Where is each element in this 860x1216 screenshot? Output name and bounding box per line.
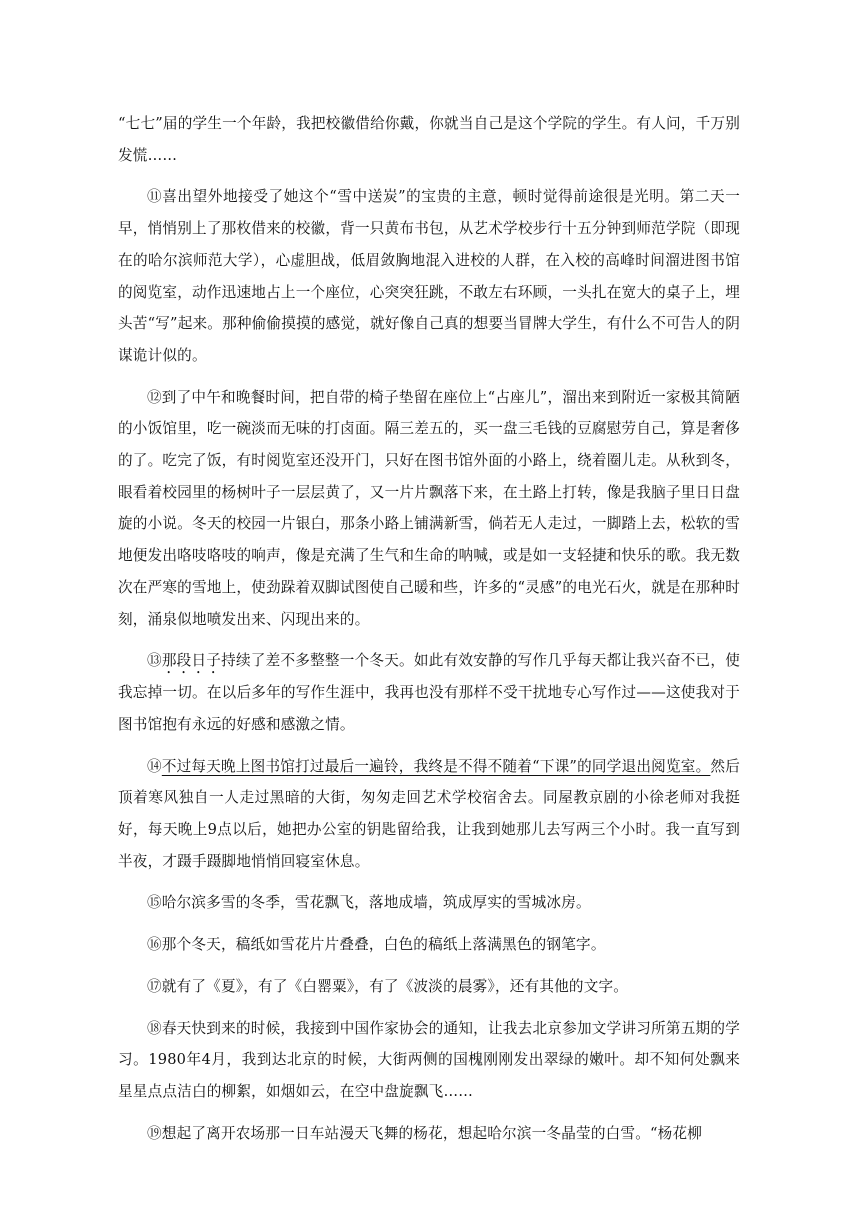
paragraph-15 — [118, 887, 740, 919]
paragraph-text: ⑱春天快到来的时候，我接到中国作家协会的通知，让我去北京参加文学讲习所第五期的学习。1980年4月，我到达北京的时候，大街两侧的国槐刚刚发出翠绿的嫩叶。却不知何处飘来星星点点洁白的柳絮，如烟如云，在空中盘旋飘飞…… — [118, 1019, 740, 1100]
paragraph-text: ⑪喜出望外地接受了她这个“雪中送炭”的宝贵的主意，顿时觉得前途很是光明。第二天一早，悄悄别上了那枚借来的校徽，背一只黄布书包，从艺术学校步行十五分钟到师范学院（即现在的哈尔滨师范大学），心虚胆战，低眉敛胸地混入进校的人群，在入校的高峰时间溜进图书馆的阅览室，动作迅速地占上一个座位，心突突狂跳，不敢左右环顾，一头扎在宽大的桌子上，埋头苦“写”起来。那种偷偷摸摸的感觉，就好像自己真的想要当冒牌大学生，有什么不可告人的阴谋诡计似的。 — [118, 188, 740, 364]
paragraph-17 — [118, 971, 740, 1003]
paragraph-19 — [118, 1118, 740, 1150]
paragraph-18 — [118, 1013, 740, 1108]
paragraph-14 — [118, 751, 740, 878]
paragraph-text: 持续了差不多整整一个冬天。如此有效安静的写作几乎每天都让我兴奋不已，使我忘掉一切。在以后多年的写作生涯中，我再也没有那样不受干扰地专心写作过——这使我对于图书馆抱有永远的好感和感激之情。 — [118, 652, 740, 733]
paragraph-text: ⑮哈尔滨多雪的冬季，雪花飘飞，落地成墙，筑成厚实的雪城冰房。 — [147, 894, 591, 912]
paragraph-number: ⑭ — [147, 757, 162, 775]
paragraph-number: ⑬ — [147, 652, 162, 670]
paragraph-text: ⑯那个冬天，稿纸如雪花片片叠叠，白色的稿纸上落满黑色的钢笔字。 — [147, 936, 606, 954]
emphasized-phrase: 那段日子 — [161, 652, 222, 670]
paragraph-text: ⑲想起了离开农场那一日车站漫天飞舞的杨花，想起哈尔滨一冬晶莹的白雪。“杨花柳 — [147, 1124, 703, 1142]
paragraph-text: “七七”届的学生一个年龄，我把校徽借给你戴，你就当自己是这个学院的学生。有人问，千万别发慌…… — [118, 115, 740, 164]
paragraph-16 — [118, 929, 740, 961]
paragraph-text: ⑰就有了《夏》，有了《白罂粟》，有了《波淡的晨雾》，还有其他的文字。 — [147, 977, 629, 995]
paragraph-text: ⑫到了中午和晚餐时间，把自带的椅子垫留在座位上“占座儿”，溜出来到附近一家极其简陋的小饭馆里，吃一碗淡而无味的打卤面。隔三差五的，买一盘三毛钱的豆腐慰劳自己，算是奢侈的了。吃完了饭，有时阅览室还没开门，只好在图书馆外面的小路上，绕着圈儿走。从秋到冬，眼看着校园里的杨树叶子一层层黄了，又一片片飘落下来，在土路上打转，像是我脑子里日日盘旋的小说。冬天的校园一片银白，那条小路上铺满新雪，倘若无人走过，一脚踏上去，松软的雪地便发出咯吱咯吱的响声，像是充满了生气和生命的呐喊，或是如一支轻捷和快乐的歌。我无数次在严寒的雪地上，使劲跺着双脚试图使自己暖和些，许多的“灵感”的电光石火，就是在那种时刻，涌泉似地喷发出来、闪现出来的。 — [118, 388, 740, 628]
paragraph-text: 然后顶着寒风独自一人走过黑暗的大街，匆匆走回艺术学校宿舍去。同屋教京剧的小徐老师对我挺好，每天晚上9点以后，她把办公室的钥匙留给我，让我到她那儿去写两三个小时。我一直写到半夜，才蹑手蹑脚地悄悄回寝室休息。 — [118, 757, 740, 870]
paragraph-11 — [118, 181, 740, 371]
paragraph-13 — [118, 645, 740, 740]
document-page — [118, 108, 740, 1159]
paragraph-12 — [118, 382, 740, 636]
paragraph-10-continuation — [118, 108, 740, 171]
underlined-sentence: 不过每天晚上图书馆打过最后一遍铃，我终是不得不随着“下课”的同学退出阅览室。 — [161, 757, 711, 775]
